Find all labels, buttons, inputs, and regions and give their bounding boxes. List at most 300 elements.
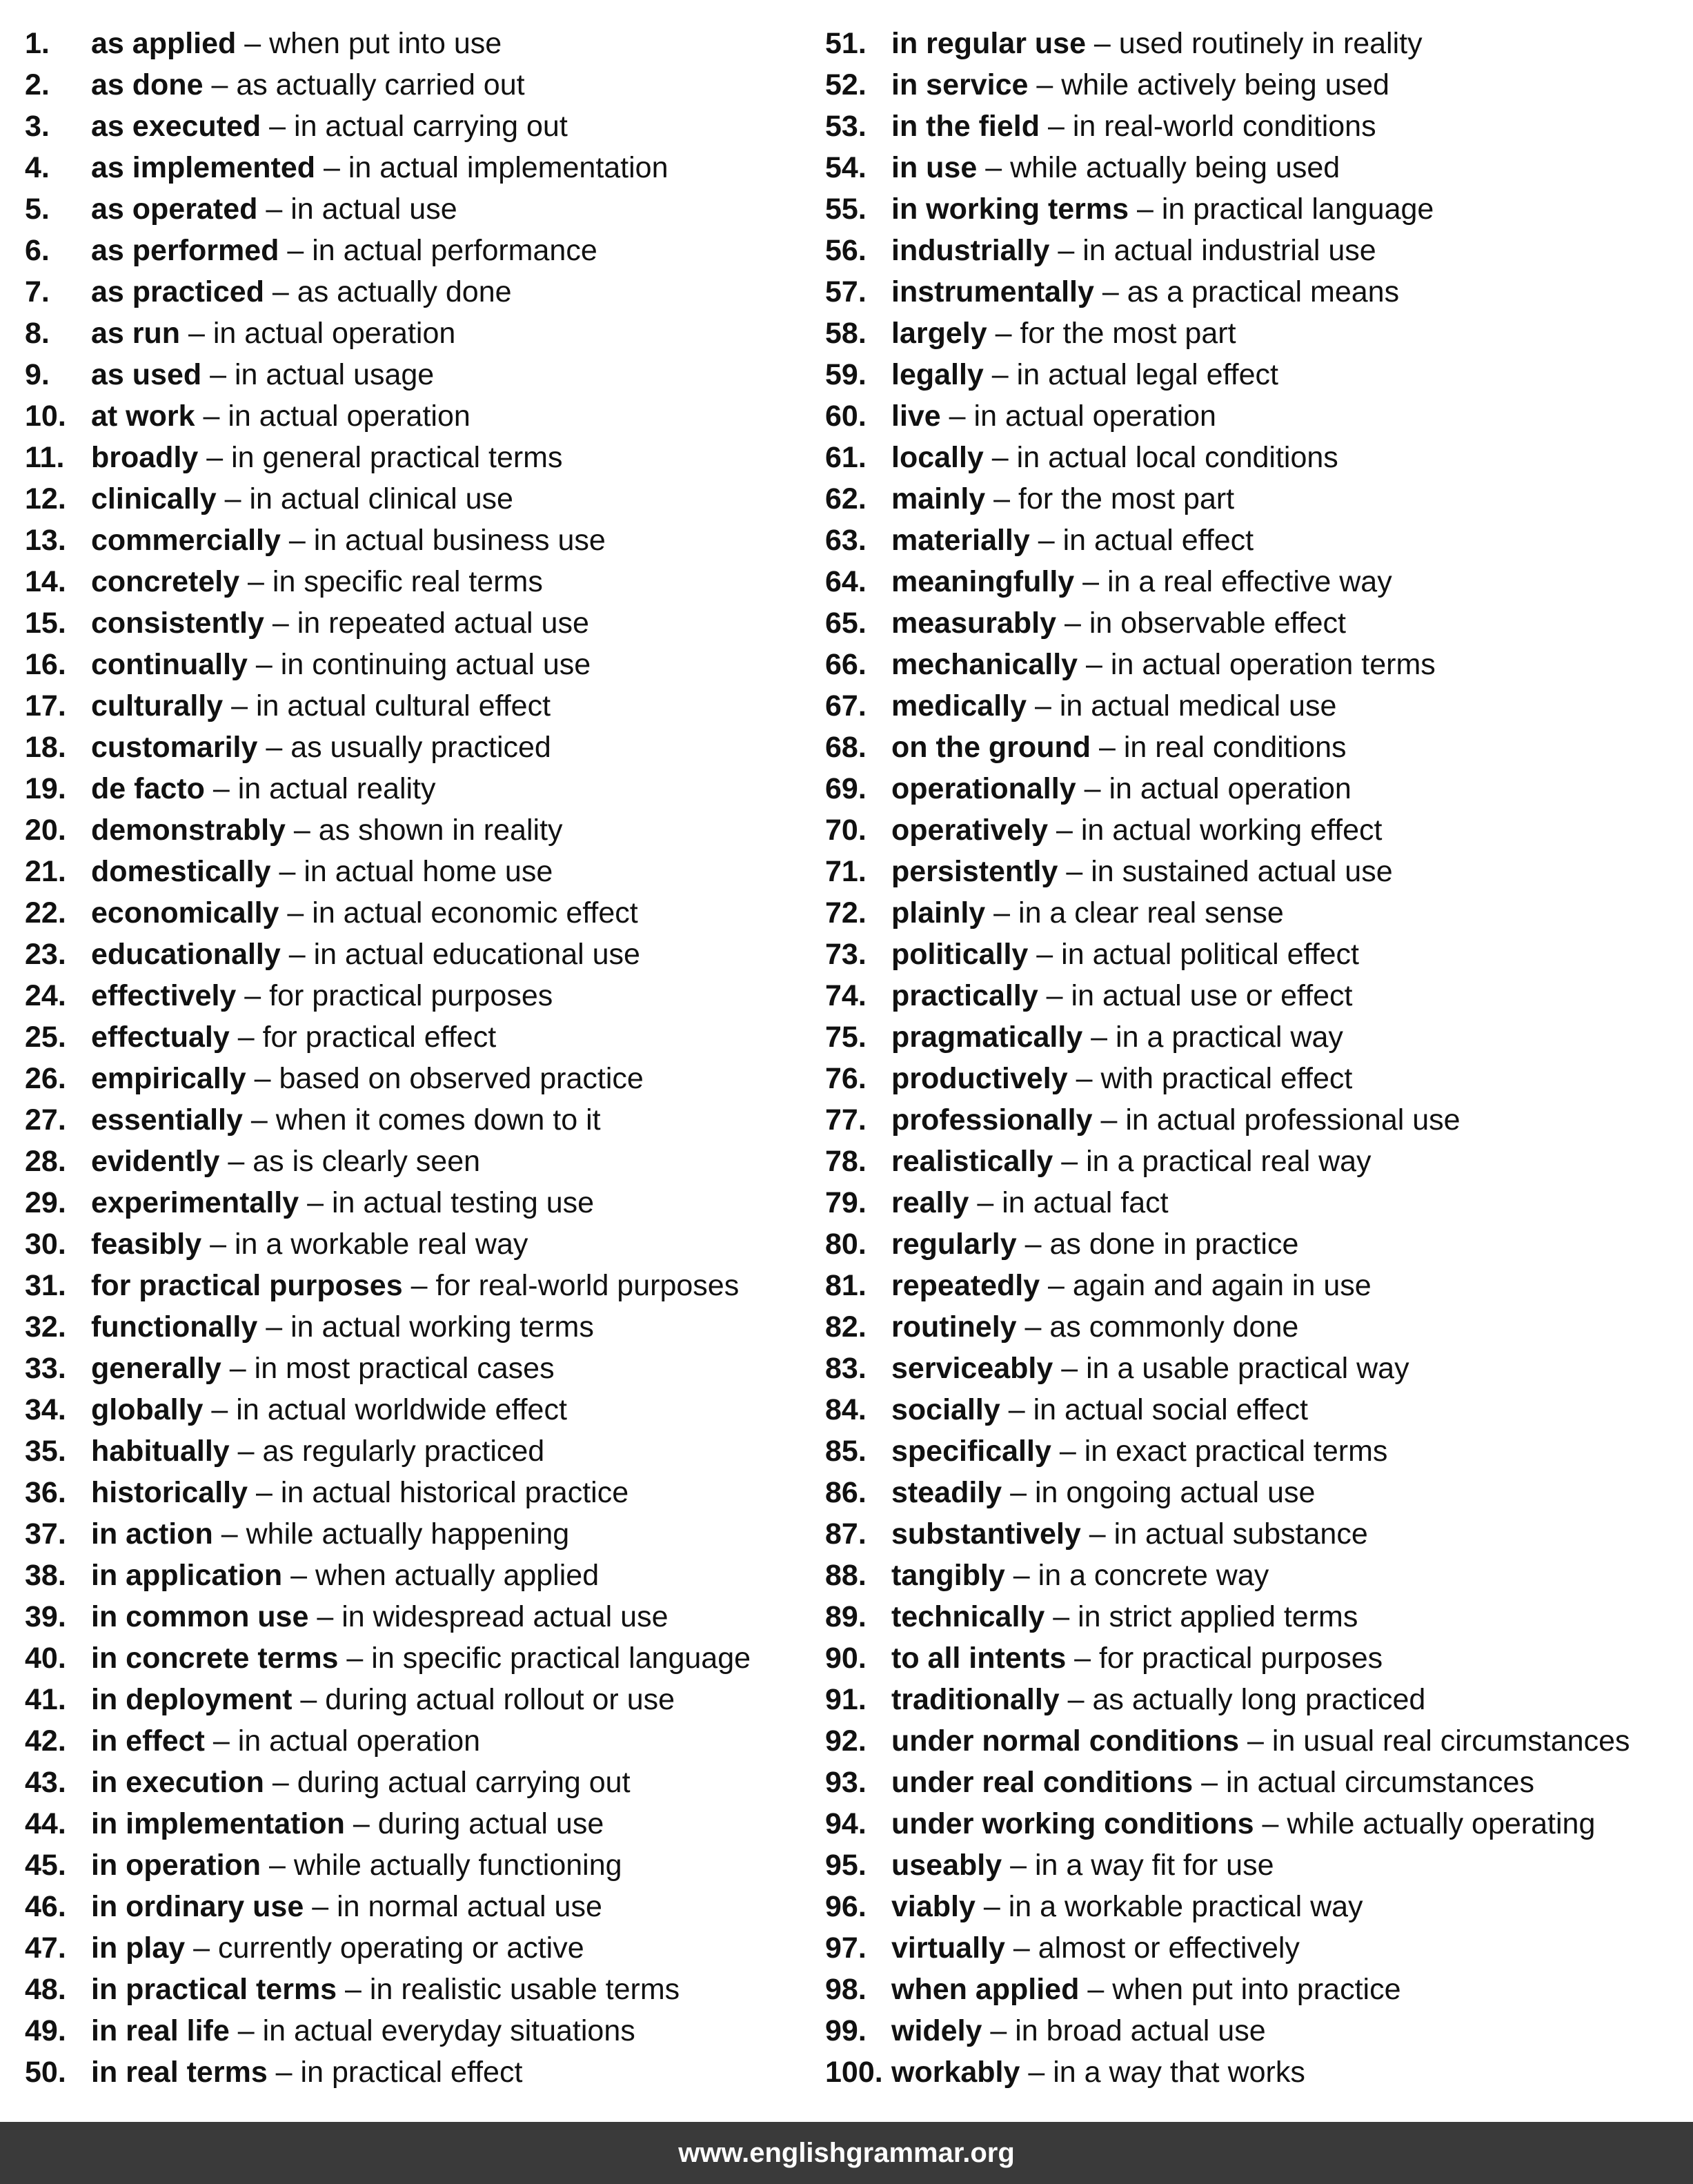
item-text — [891, 106, 1376, 147]
list-item — [825, 188, 1687, 230]
item-separator: – — [257, 193, 291, 226]
item-separator: – — [236, 27, 270, 60]
item-term: practically — [891, 979, 1038, 1012]
item-term: tangibly — [891, 1559, 1005, 1592]
footer-url: www.englishgrammar.org — [678, 2137, 1015, 2168]
item-number: 81. — [825, 1269, 867, 1302]
item-number: 93. — [825, 1766, 867, 1799]
item-definition: in actual circumstances — [1226, 1766, 1534, 1799]
item-definition: in strict applied terms — [1078, 1600, 1358, 1633]
item-definition: during actual use — [377, 1807, 604, 1840]
list-item — [25, 1099, 811, 1141]
item-separator: – — [1002, 1849, 1035, 1882]
item-text — [891, 1472, 1315, 1513]
list-item — [25, 520, 811, 561]
item-term: repeatedly — [891, 1269, 1040, 1302]
item-definition: in a concrete way — [1038, 1559, 1269, 1592]
item-term: specifically — [891, 1435, 1051, 1468]
list-item — [25, 768, 811, 809]
item-term: widely — [891, 2014, 982, 2047]
item-term: clinically — [91, 482, 217, 515]
item-number: 46. — [25, 1890, 66, 1923]
list-item — [25, 1182, 811, 1223]
item-term: commercially — [91, 524, 281, 557]
item-definition: in actual professional use — [1125, 1103, 1461, 1137]
list-item — [825, 1016, 1687, 1058]
item-text — [891, 934, 1359, 975]
item-text — [91, 188, 457, 230]
item-number: 47. — [25, 1931, 66, 1965]
item-separator: – — [185, 1931, 219, 1965]
item-definition: during actual carrying out — [297, 1766, 631, 1799]
item-term: serviceably — [891, 1352, 1053, 1385]
item-term: materially — [891, 524, 1030, 557]
item-number: 33. — [25, 1352, 66, 1385]
item-text — [891, 1720, 1630, 1762]
item-definition: in actual operation terms — [1110, 648, 1436, 681]
item-term: as run — [91, 317, 181, 350]
item-number: 80. — [825, 1228, 867, 1261]
list-item — [25, 644, 811, 685]
item-separator: – — [1078, 648, 1111, 681]
item-term: essentially — [91, 1103, 243, 1137]
list-item — [25, 975, 811, 1016]
list-item — [25, 230, 811, 271]
item-definition: as actually carried out — [236, 68, 525, 101]
item-term: in ordinary use — [91, 1890, 304, 1923]
item-number: 96. — [825, 1890, 867, 1923]
item-text — [891, 685, 1336, 727]
item-separator: – — [308, 1600, 342, 1633]
item-definition: in actual operation — [212, 317, 456, 350]
list-item — [825, 23, 1687, 64]
item-definition: while actually happening — [246, 1517, 570, 1551]
item-number: 45. — [25, 1849, 66, 1882]
item-separator: – — [261, 110, 295, 143]
item-text — [91, 727, 551, 768]
item-text — [91, 271, 512, 313]
item-number: 19. — [25, 772, 66, 805]
item-term: in working terms — [891, 193, 1129, 226]
item-term: as done — [91, 68, 204, 101]
list-item — [25, 395, 811, 437]
item-term: medically — [891, 689, 1027, 722]
item-number: 36. — [25, 1476, 66, 1509]
item-definition: while actively being used — [1061, 68, 1389, 101]
list-item — [825, 1886, 1687, 1927]
item-text — [91, 1099, 601, 1141]
item-text — [91, 1762, 631, 1803]
item-text — [91, 395, 471, 437]
item-text — [91, 685, 551, 727]
item-term: operationally — [891, 772, 1076, 805]
item-separator: – — [257, 1310, 291, 1344]
item-text — [91, 478, 513, 520]
list-item — [825, 851, 1687, 892]
item-term: workably — [891, 2056, 1020, 2089]
list-item — [825, 520, 1687, 561]
item-text — [891, 188, 1434, 230]
list-item — [25, 1141, 811, 1182]
list-item — [825, 1472, 1687, 1513]
item-term: under normal conditions — [891, 1724, 1240, 1758]
item-text — [91, 1306, 594, 1348]
item-term: habitually — [91, 1435, 230, 1468]
item-number: 1. — [25, 27, 50, 60]
item-number: 15. — [25, 607, 66, 640]
item-term: as performed — [91, 234, 279, 267]
item-text — [891, 1389, 1308, 1430]
item-text — [91, 106, 568, 147]
list-item — [825, 561, 1687, 602]
item-number: 95. — [825, 1849, 867, 1882]
item-separator: – — [1053, 1352, 1087, 1385]
left-column — [25, 23, 811, 2093]
item-number: 92. — [825, 1724, 867, 1758]
item-text — [91, 1182, 594, 1223]
list-item — [825, 230, 1687, 271]
item-term: pragmatically — [891, 1021, 1083, 1054]
item-number: 34. — [25, 1393, 66, 1426]
item-separator: – — [1048, 814, 1081, 847]
item-number: 37. — [25, 1517, 66, 1551]
item-separator: – — [969, 1186, 1002, 1219]
item-term: virtually — [891, 1931, 1005, 1965]
list-item — [825, 1803, 1687, 1844]
item-number: 62. — [825, 482, 867, 515]
item-definition: used routinely in reality — [1118, 27, 1423, 60]
item-separator: – — [1085, 27, 1119, 60]
item-number: 88. — [825, 1559, 867, 1592]
item-text — [891, 1099, 1461, 1141]
list-item — [825, 975, 1687, 1016]
item-text — [91, 851, 553, 892]
item-term: in implementation — [91, 1807, 345, 1840]
item-term: live — [891, 400, 941, 433]
list-item — [825, 727, 1687, 768]
item-term: historically — [91, 1476, 248, 1509]
item-definition: in actual historical practice — [280, 1476, 629, 1509]
item-text — [91, 602, 589, 644]
item-definition: as usually practiced — [290, 731, 551, 764]
item-term: in operation — [91, 1849, 261, 1882]
item-text — [891, 1223, 1298, 1265]
item-term: feasibly — [91, 1228, 202, 1261]
item-definition: in actual medical use — [1059, 689, 1337, 722]
item-term: largely — [891, 317, 987, 350]
item-text — [91, 1389, 567, 1430]
item-definition: based on observed practice — [279, 1062, 644, 1095]
item-term: in execution — [91, 1766, 264, 1799]
item-separator: – — [1000, 1393, 1033, 1426]
item-text — [891, 1844, 1274, 1886]
list-item — [825, 644, 1687, 685]
item-definition: in real conditions — [1123, 731, 1347, 764]
list-item — [825, 1099, 1687, 1141]
list-item — [25, 1306, 811, 1348]
item-term: demonstrably — [91, 814, 286, 847]
item-term: meaningfully — [891, 565, 1075, 598]
item-separator: – — [198, 441, 232, 474]
item-definition: in actual reality — [237, 772, 436, 805]
list-item — [25, 1637, 811, 1679]
item-separator: – — [344, 1807, 378, 1840]
item-definition: in actual effect — [1062, 524, 1254, 557]
item-term: traditionally — [891, 1683, 1060, 1716]
item-separator: – — [203, 1393, 237, 1426]
list-item — [25, 1927, 811, 1969]
item-definition: as done in practice — [1049, 1228, 1299, 1261]
item-text — [91, 520, 606, 561]
item-text — [891, 768, 1352, 809]
item-number: 49. — [25, 2014, 66, 2047]
item-definition: in widespread actual use — [341, 1600, 669, 1633]
item-separator: – — [1002, 1476, 1035, 1509]
item-term: under working conditions — [891, 1807, 1254, 1840]
item-term: useably — [891, 1849, 1002, 1882]
item-term: in application — [91, 1559, 283, 1592]
list-item — [825, 1762, 1687, 1803]
item-text — [91, 1927, 584, 1969]
item-definition: in actual social effect — [1033, 1393, 1308, 1426]
list-item — [25, 271, 811, 313]
footer-bar — [0, 2122, 1693, 2184]
item-definition: in actual home use — [304, 855, 553, 888]
item-definition: in a way that works — [1053, 2056, 1305, 2089]
item-separator: – — [1049, 234, 1083, 267]
item-number: 68. — [825, 731, 867, 764]
item-text — [91, 1679, 675, 1720]
item-separator: – — [1016, 1310, 1050, 1344]
item-number: 71. — [825, 855, 867, 888]
item-number: 42. — [25, 1724, 66, 1758]
item-text — [891, 1555, 1269, 1596]
item-definition: in a clear real sense — [1018, 896, 1284, 929]
item-term: locally — [891, 441, 984, 474]
item-number: 28. — [25, 1145, 66, 1178]
item-number: 44. — [25, 1807, 66, 1840]
list-item — [25, 1348, 811, 1389]
item-separator: – — [982, 2014, 1016, 2047]
item-text — [891, 64, 1389, 106]
item-number: 63. — [825, 524, 867, 557]
item-term: at work — [91, 400, 195, 433]
item-text — [891, 313, 1236, 354]
item-separator: – — [212, 1517, 246, 1551]
item-text — [891, 1886, 1363, 1927]
item-separator: – — [219, 1145, 253, 1178]
list-item — [25, 1555, 811, 1596]
item-term: in concrete terms — [91, 1642, 339, 1675]
item-definition: in actual legal effect — [1016, 358, 1278, 391]
item-term: generally — [91, 1352, 221, 1385]
item-number: 79. — [825, 1186, 867, 1219]
list-item — [25, 354, 811, 395]
item-definition: in general practical terms — [231, 441, 563, 474]
list-item — [825, 2052, 1687, 2093]
item-number: 84. — [825, 1393, 867, 1426]
item-definition: in a workable practical way — [1008, 1890, 1363, 1923]
item-number: 12. — [25, 482, 66, 515]
list-item — [825, 1265, 1687, 1306]
item-number: 57. — [825, 275, 867, 308]
item-separator: – — [402, 1269, 436, 1302]
list-item — [825, 2010, 1687, 2052]
item-definition: in observable effect — [1089, 607, 1346, 640]
item-term: evidently — [91, 1145, 220, 1178]
item-separator: – — [987, 317, 1020, 350]
item-term: continually — [91, 648, 248, 681]
list-item — [825, 685, 1687, 727]
item-text — [91, 644, 591, 685]
item-text — [891, 1430, 1387, 1472]
list-item — [825, 1306, 1687, 1348]
item-separator: – — [304, 1890, 337, 1923]
item-term: in play — [91, 1931, 186, 1965]
list-item — [825, 1844, 1687, 1886]
item-separator: – — [1082, 1021, 1116, 1054]
item-definition: in real-world conditions — [1072, 110, 1376, 143]
item-definition: in practical effect — [300, 2056, 523, 2089]
list-item — [825, 1430, 1687, 1472]
item-term: mainly — [891, 482, 986, 515]
item-separator: – — [977, 151, 1011, 184]
item-text — [91, 1472, 628, 1513]
item-term: realistically — [891, 1145, 1053, 1178]
list-item — [825, 313, 1687, 354]
item-separator: – — [1038, 979, 1071, 1012]
item-term: routinely — [891, 1310, 1017, 1344]
item-term: socially — [891, 1393, 1000, 1426]
item-text — [91, 1555, 599, 1596]
list-item — [25, 727, 811, 768]
item-definition: in actual local conditions — [1016, 441, 1338, 474]
item-text — [91, 23, 502, 64]
item-number: 65. — [825, 607, 867, 640]
item-definition: in a practical real way — [1086, 1145, 1372, 1178]
item-number: 32. — [25, 1310, 66, 1344]
item-text — [91, 975, 553, 1016]
item-text — [891, 1265, 1372, 1306]
item-number: 35. — [25, 1435, 66, 1468]
item-text — [891, 1596, 1358, 1637]
item-separator: – — [292, 1683, 326, 1716]
item-text — [91, 1265, 739, 1306]
item-text — [91, 1886, 602, 1927]
item-term: regularly — [891, 1228, 1017, 1261]
item-number: 74. — [825, 979, 867, 1012]
item-separator: – — [285, 814, 319, 847]
item-definition: in actual testing use — [331, 1186, 595, 1219]
item-text — [891, 437, 1338, 478]
item-separator: – — [1044, 1600, 1078, 1633]
item-text — [91, 2052, 522, 2093]
item-term: concretely — [91, 565, 240, 598]
list-item — [825, 1182, 1687, 1223]
item-term: in regular use — [891, 27, 1086, 60]
item-number: 87. — [825, 1517, 867, 1551]
list-item — [25, 1016, 811, 1058]
item-definition: in actual operation — [1109, 772, 1352, 805]
item-definition: in ongoing actual use — [1034, 1476, 1316, 1509]
item-text — [91, 1016, 496, 1058]
list-item — [25, 1058, 811, 1099]
item-definition: as a practical means — [1127, 275, 1400, 308]
item-text — [891, 478, 1234, 520]
item-number: 60. — [825, 400, 867, 433]
list-item — [825, 106, 1687, 147]
item-term: effectively — [91, 979, 237, 1012]
item-definition: in normal actual use — [337, 1890, 602, 1923]
item-text — [891, 644, 1436, 685]
list-item — [825, 1058, 1687, 1099]
list-item — [825, 64, 1687, 106]
item-number: 72. — [825, 896, 867, 929]
item-term: to all intents — [891, 1642, 1067, 1675]
item-separator: – — [264, 607, 297, 640]
item-term: in common use — [91, 1600, 309, 1633]
item-separator: – — [1239, 1724, 1272, 1758]
item-term: as applied — [91, 27, 237, 60]
item-separator: – — [204, 1724, 238, 1758]
item-text — [891, 1637, 1383, 1679]
item-term: legally — [891, 358, 984, 391]
item-definition: when put into use — [269, 27, 502, 60]
list-item — [825, 1596, 1687, 1637]
item-number: 29. — [25, 1186, 66, 1219]
item-separator: – — [1193, 1766, 1227, 1799]
item-definition: in actual political effect — [1061, 938, 1360, 971]
item-separator: – — [223, 689, 256, 722]
item-text — [91, 147, 669, 188]
list-item — [825, 934, 1687, 975]
list-item — [825, 1679, 1687, 1720]
item-term: on the ground — [891, 731, 1091, 764]
item-term: effectualy — [91, 1021, 230, 1054]
item-term: in the field — [891, 110, 1040, 143]
item-separator: – — [1091, 731, 1124, 764]
item-term: globally — [91, 1393, 204, 1426]
item-term: educationally — [91, 938, 281, 971]
item-definition: while actually being used — [1010, 151, 1340, 184]
item-definition: in actual economic effect — [312, 896, 638, 929]
item-text — [91, 354, 434, 395]
item-number: 21. — [25, 855, 66, 888]
item-number: 26. — [25, 1062, 66, 1095]
item-text — [91, 561, 543, 602]
item-number: 66. — [825, 648, 867, 681]
item-separator: – — [1056, 607, 1089, 640]
list-item — [25, 1265, 811, 1306]
list-item — [825, 478, 1687, 520]
list-item — [25, 1720, 811, 1762]
item-separator: – — [236, 979, 270, 1012]
item-term: culturally — [91, 689, 224, 722]
item-term: as practiced — [91, 275, 264, 308]
item-definition: in actual industrial use — [1082, 234, 1376, 267]
item-number: 17. — [25, 689, 66, 722]
item-term: plainly — [891, 896, 986, 929]
item-definition: in actual educational use — [313, 938, 640, 971]
item-term: in effect — [91, 1724, 205, 1758]
item-separator: – — [279, 234, 313, 267]
item-separator: – — [1004, 1931, 1038, 1965]
item-term: technically — [891, 1600, 1045, 1633]
list-item — [825, 892, 1687, 934]
item-separator: – — [1053, 1145, 1087, 1178]
item-term: when applied — [891, 1973, 1080, 2006]
item-number: 91. — [825, 1683, 867, 1716]
